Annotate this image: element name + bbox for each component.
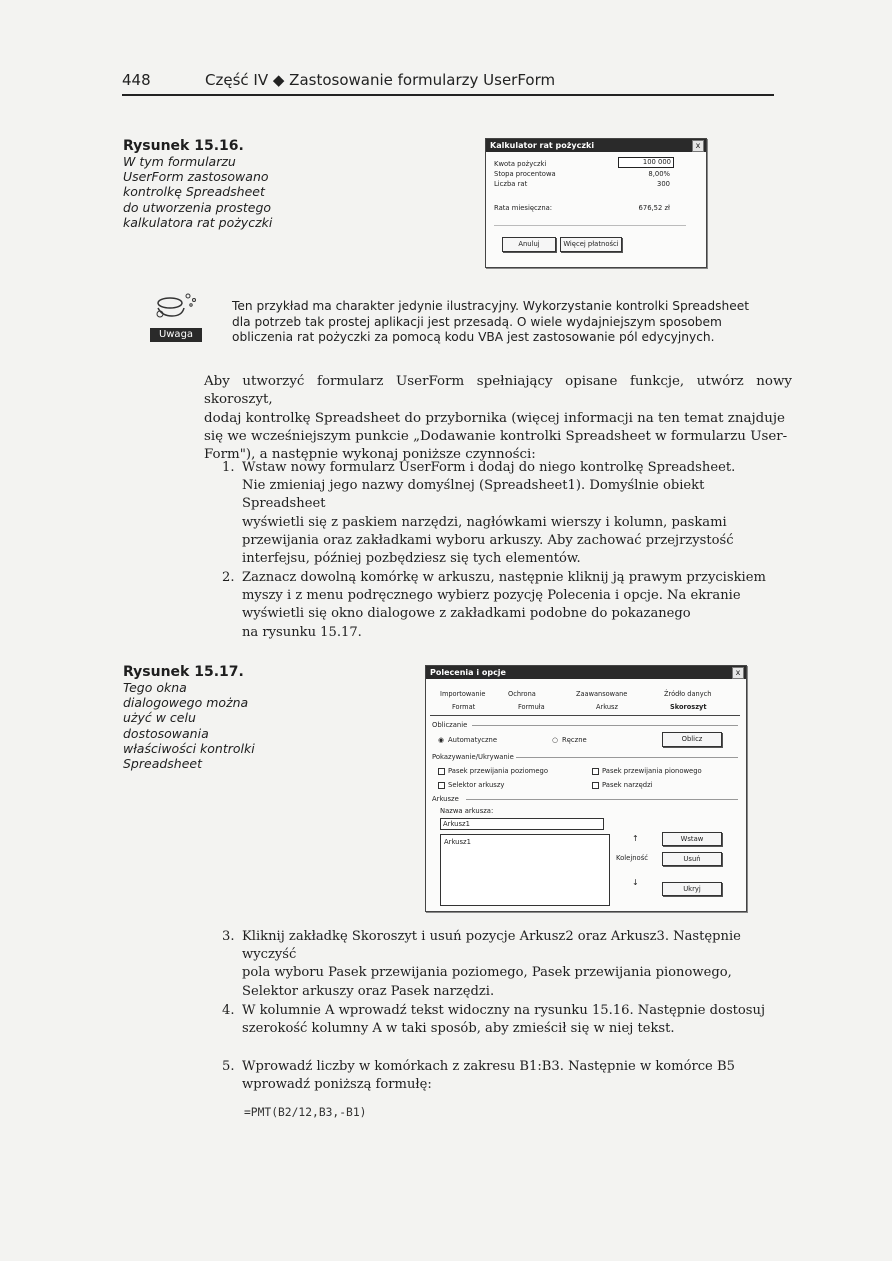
note-line: Ten przykład ma charakter jedynie ilustracyjny. Wykorzystanie kontrolki Spreadsheet: [232, 299, 749, 313]
tab-arkusz[interactable]: Arkusz: [596, 703, 618, 711]
insert-button[interactable]: Wstaw: [662, 832, 722, 846]
step-line: Kliknij zakładkę Skoroszyt i usuń pozycje Arkusz2 oraz Arkusz3. Następnie wyczyść: [242, 929, 741, 963]
chapter-title: Część IV ◆ Zastosowanie formularzy UserForm: [205, 71, 556, 89]
step-3: [222, 928, 788, 1001]
sheets-list-item[interactable]: Arkusz1: [444, 838, 471, 846]
radio-manual-icon[interactable]: ○: [552, 736, 558, 744]
note-icon: [150, 290, 202, 332]
sheets-listbox[interactable]: [440, 834, 610, 906]
figure-15-17-caption: [123, 664, 323, 771]
commands-options-dialog: [425, 665, 747, 912]
checkbox-toolbar[interactable]: [592, 782, 599, 789]
interest-rate-value[interactable]: 8,00%: [648, 170, 670, 178]
calc-group-label: Obliczanie: [432, 721, 468, 729]
checkbox-horizontal-scroll-label[interactable]: Pasek przewijania poziomego: [448, 767, 549, 775]
step-line: W kolumnie A wprowadź tekst widoczny na rysunku 15.16. Następnie dostosuj: [242, 1003, 766, 1018]
step-1: [222, 459, 788, 568]
caption-line: właściwości kontrolki: [123, 740, 255, 756]
note-text: [232, 299, 792, 346]
step-line: na rysunku 15.17.: [242, 624, 362, 640]
step-line: Wstaw nowy formularz UserForm i dodaj do niego kontrolkę Spreadsheet.: [242, 460, 736, 475]
page-number: 448: [122, 71, 151, 89]
monthly-payment-value: 676,52 zł: [638, 204, 670, 212]
more-payments-button[interactable]: Więcej płatności: [560, 237, 622, 252]
tab-zrodlo-danych[interactable]: Źródło danych: [664, 690, 712, 698]
checkbox-toolbar-label[interactable]: Pasek narzędzi: [602, 781, 653, 789]
sheet-name-input[interactable]: Arkusz1: [440, 818, 604, 830]
tab-importowanie[interactable]: Importowanie: [440, 690, 486, 698]
step-line: interfejsu, później pozbędziesz się tych elementów.: [242, 551, 581, 567]
step-line: pola wyboru Pasek przewijania poziomego, Pasek przewijania pionowego,: [242, 965, 732, 981]
step-line: Selektor arkuszy oraz Pasek narzędzi.: [242, 983, 495, 999]
loan-calculator-dialog: [485, 138, 707, 268]
intro-line: dodaj kontrolkę Spreadsheet do przybornika (więcej informacji na ten temat znajduje: [204, 410, 785, 426]
dialog-title: Polecenia i opcje: [426, 666, 746, 679]
step-number: 3.: [222, 929, 235, 944]
radio-auto-label[interactable]: Automatyczne: [448, 736, 498, 744]
checkbox-sheet-selector-label[interactable]: Selektor arkuszy: [448, 781, 505, 789]
intro-line: Form"), a następnie wykonaj poniższe czynności:: [204, 447, 536, 463]
tab-zaawansowane[interactable]: Zaawansowane: [576, 690, 628, 698]
sheets-group-line: [466, 799, 738, 800]
sheet-name-label: Nazwa arkusza:: [440, 807, 494, 815]
monthly-payment-label: Rata miesięczna:: [494, 204, 553, 212]
caption-line: kontrolkę Spreadsheet: [123, 184, 265, 200]
caption-line: kalkulatora rat pożyczki: [123, 214, 273, 230]
step-line: wyświetli się z paskiem narzędzi, nagłówkami wierszy i kolumn, paskami: [242, 514, 727, 530]
header-rule: [122, 94, 774, 96]
caption-title: Rysunek 15.17.: [123, 664, 244, 680]
step-number: 5.: [222, 1059, 235, 1074]
caption-line: W tym formularzu: [123, 154, 236, 169]
step-line: szerokość kolumny A w taki sposób, aby zmieścił się w niej tekst.: [242, 1021, 675, 1037]
intro-line: się we wcześniejszym punkcie „Dodawanie kontrolki Spreadsheet w formularzu User-: [204, 428, 788, 444]
order-label: Kolejność: [616, 854, 648, 862]
tab-formula[interactable]: Formuła: [518, 703, 545, 711]
intro-line: Aby utworzyć formularz UserForm spełniający opisane funkcje, utwórz nowy skoroszyt,: [204, 374, 792, 408]
caption-title: Rysunek 15.16.: [123, 138, 244, 154]
formula-code: =PMT(B2/12,B3,-B1): [244, 1106, 367, 1119]
checkbox-horizontal-scroll[interactable]: [438, 768, 445, 775]
note-badge: Uwaga: [150, 328, 202, 342]
caption-line: użyć w celu: [123, 710, 196, 726]
radio-manual-label[interactable]: Ręczne: [562, 736, 587, 744]
hide-button[interactable]: Ukryj: [662, 882, 722, 896]
show-hide-group-label: Pokazywanie/Ukrywanie: [432, 753, 514, 761]
tab-format[interactable]: Format: [452, 703, 476, 711]
caption-line: dostosowania: [123, 725, 209, 741]
step-line: Nie zmieniaj jego nazwy domyślnej (Spreadsheet1). Domyślnie obiekt Spreadsheet: [242, 478, 705, 512]
tab-skoroszyt[interactable]: Skoroszyt: [670, 703, 707, 711]
interest-rate-label: Stopa procentowa: [494, 170, 556, 178]
installments-value[interactable]: 300: [657, 180, 670, 188]
caption-line: UserForm zastosowano: [123, 169, 269, 185]
step-4: [222, 1002, 788, 1038]
caption-line: Tego okna: [123, 680, 187, 695]
move-up-icon[interactable]: ↑: [632, 834, 639, 843]
checkbox-sheet-selector[interactable]: [438, 782, 445, 789]
figure-15-16-caption: [123, 138, 323, 230]
sheets-group-label: Arkusze: [432, 795, 459, 803]
cancel-button[interactable]: Anuluj: [502, 237, 556, 252]
installments-label: Liczba rat: [494, 180, 528, 188]
show-hide-group-line: [516, 757, 738, 758]
loan-amount-label: Kwota pożyczki: [494, 160, 547, 168]
step-line: przewijania oraz zakładkami wyboru arkuszy. Aby zachować przejrzystość: [242, 532, 734, 548]
radio-auto-icon[interactable]: ◉: [438, 736, 444, 744]
step-number: 2.: [222, 570, 235, 585]
checkbox-vertical-scroll-label[interactable]: Pasek przewijania pionowego: [602, 767, 702, 775]
move-down-icon[interactable]: ↓: [632, 878, 639, 887]
step-line: myszy i z menu podręcznego wybierz pozycję Polecenia i opcje. Na ekranie: [242, 588, 741, 604]
close-icon[interactable]: x: [732, 667, 744, 679]
intro-paragraph: [204, 373, 792, 464]
dialog-separator: [494, 225, 686, 226]
calc-group-line: [472, 725, 738, 726]
caption-line: do utworzenia prostego: [123, 199, 272, 215]
step-number: 1.: [222, 460, 235, 475]
step-number: 4.: [222, 1003, 235, 1018]
note-line: obliczenia rat pożyczki za pomocą kodu VBA jest zastosowanie pól edycyjnych.: [232, 330, 715, 344]
delete-button[interactable]: Usuń: [662, 852, 722, 866]
caption-line: Spreadsheet: [123, 756, 203, 772]
note-line: dla potrzeb tak prostej aplikacji jest przesadą. O wiele wydajniejszym sposobem: [232, 314, 722, 329]
step-line: Zaznacz dowolną komórkę w arkuszu, następnie kliknij ją prawym przyciskiem: [242, 570, 766, 585]
caption-line: dialogowego można: [123, 695, 249, 711]
calculate-button[interactable]: Oblicz: [662, 732, 722, 747]
step-line: wprowadź poniższą formułę:: [242, 1077, 432, 1093]
step-2: [222, 569, 788, 642]
tab-ochrona[interactable]: Ochrona: [508, 690, 536, 698]
step-line: wyświetli się okno dialogowe z zakładkami podobne do pokazanego: [242, 606, 691, 622]
step-5: [222, 1058, 788, 1094]
loan-amount-cell[interactable]: 100 000: [618, 157, 674, 168]
step-line: Wprowadź liczby w komórkach z zakresu B1:B3. Następnie w komórce B5: [242, 1059, 735, 1074]
dialog-title: Kalkulator rat pożyczki: [486, 139, 706, 152]
close-icon[interactable]: x: [692, 140, 704, 152]
tab-underline: [430, 715, 740, 716]
checkbox-vertical-scroll[interactable]: [592, 768, 599, 775]
